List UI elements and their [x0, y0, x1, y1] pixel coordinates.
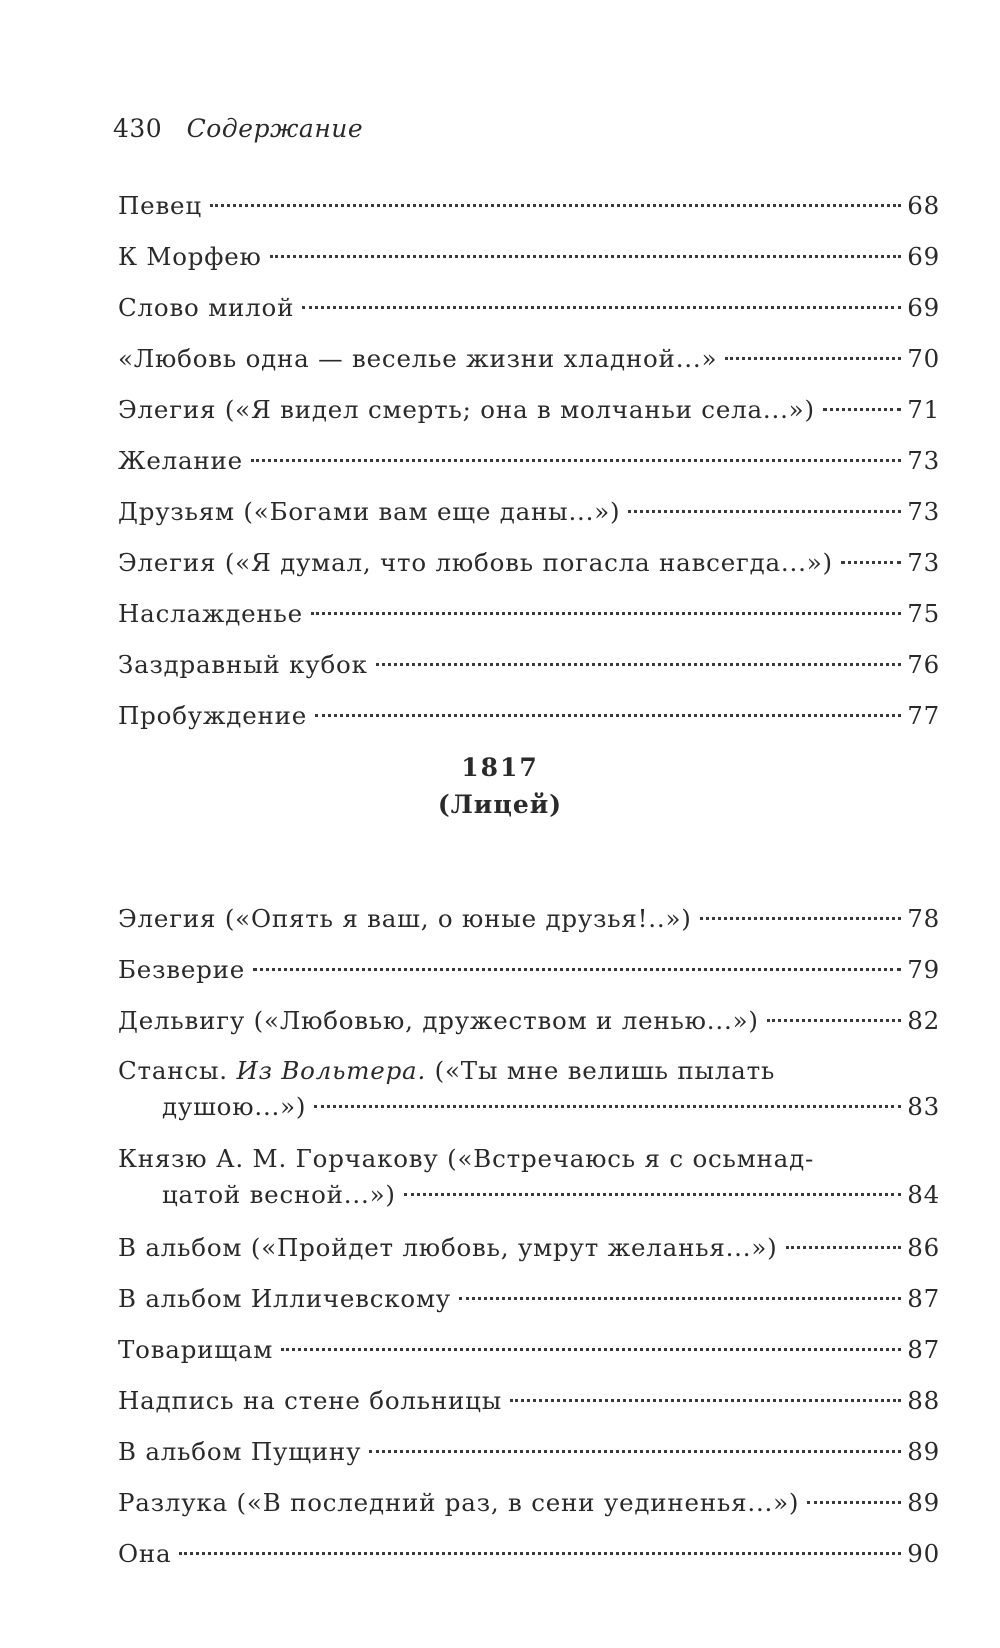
toc-entry-page: 86: [907, 1233, 940, 1262]
toc-entry: [118, 690, 940, 741]
dot-leader: [251, 459, 901, 462]
toc-entry: [118, 333, 940, 384]
running-head-title: Содержание: [186, 114, 364, 143]
toc-entry-title: Разлука («В последний раз, в сени уединенья...»): [118, 1488, 800, 1517]
toc-entry-title: Слово милой: [118, 293, 295, 322]
toc-entry: [118, 639, 940, 690]
toc-entry-page: 88: [907, 1386, 940, 1415]
toc-entry-page: 82: [907, 1006, 940, 1035]
toc-entry-title-prefix: Стансы.: [118, 1056, 237, 1085]
page-number: 430: [113, 114, 163, 143]
toc-entry-page: 87: [907, 1335, 940, 1364]
toc-entry-page: 87: [907, 1284, 940, 1313]
dot-leader: [767, 1019, 902, 1022]
toc-entry-title-line1: Князю А. М. Горчакову («Встречаюсь я с осьмнад-: [118, 1144, 815, 1173]
toc-entry: [118, 180, 940, 231]
section-year-heading: 1817: [461, 753, 539, 782]
toc-entry-multiline: [118, 1046, 940, 1134]
toc-entry-title: Элегия («Я думал, что любовь погасла навсегда...»): [118, 548, 833, 577]
toc-entry-title: Друзьям («Богами вам еще даны...»): [118, 497, 621, 526]
section-place-heading: (Лицей): [437, 790, 563, 819]
toc-entry-page: 75: [907, 599, 940, 628]
toc-entry-title-line1: [118, 1053, 940, 1089]
toc-entry-title: Пробуждение: [118, 701, 308, 730]
toc-list-before: [118, 180, 940, 741]
dot-leader: [270, 255, 902, 258]
toc-entry-title: Товарищам: [118, 1335, 274, 1364]
toc-entry-multiline: [118, 1134, 940, 1222]
toc-entry-title-continuation: душою...»): [162, 1092, 307, 1121]
dot-leader: [376, 663, 902, 666]
dot-leader: [302, 306, 901, 309]
toc-entry: [118, 588, 940, 639]
toc-entry: [118, 1426, 940, 1477]
dot-leader: [807, 1501, 901, 1504]
toc-entry-title: Она: [118, 1539, 172, 1568]
toc-entry-title: В альбом Илличевскому: [118, 1284, 452, 1313]
toc-entry-page: 77: [907, 701, 940, 730]
toc-entry: [118, 1477, 940, 1528]
dot-leader: [315, 714, 901, 717]
toc-entry: [118, 231, 940, 282]
toc-entry: [118, 486, 940, 537]
dot-leader: [700, 917, 902, 920]
toc-entry-title: Надпись на стене больницы: [118, 1386, 502, 1415]
toc-entry-title: Дельвигу («Любовью, дружеством и ленью...»): [118, 1006, 759, 1035]
toc-entry-page: 73: [907, 497, 940, 526]
toc-entry-page: 69: [907, 242, 940, 271]
toc-entry-page: 78: [907, 904, 940, 933]
toc-entry-page: 76: [907, 650, 940, 679]
toc-entry-title-line2: [118, 1177, 940, 1213]
toc-entry-title: Элегия («Я видел смерть; она в молчаньи села...»): [118, 395, 815, 424]
toc-entry: [118, 537, 940, 588]
running-head: [113, 114, 363, 143]
toc-entry-page: 71: [907, 395, 940, 424]
toc-entry: [118, 282, 940, 333]
dot-leader: [314, 1105, 901, 1108]
toc-entry: [118, 384, 940, 435]
toc-entry-title: В альбом («Пройдет любовь, умрут желанья...»): [118, 1233, 778, 1262]
toc-entry-title-continuation: цатой весной...»): [162, 1180, 396, 1209]
toc-entry-page: 84: [907, 1180, 940, 1209]
toc-entry-title: «Любовь одна — веселье жизни хладной...»: [118, 344, 718, 373]
toc-entry: [118, 1324, 940, 1375]
toc-entry-title: Наслажденье: [118, 599, 303, 628]
toc-entry: [118, 1273, 940, 1324]
dot-leader: [253, 968, 901, 971]
toc-entry-title-line2: [118, 1089, 940, 1125]
toc-entry-title: Элегия («Опять я ваш, о юные друзья!..»): [118, 904, 692, 933]
toc-entry-title: Певец: [118, 191, 202, 220]
toc-entry: [118, 435, 940, 486]
toc-entry-title: Заздравный кубок: [118, 650, 368, 679]
toc-entry: [118, 893, 940, 944]
toc-entry: [118, 944, 940, 995]
dot-leader: [786, 1246, 902, 1249]
toc-list-after: [118, 893, 940, 1579]
toc-entry-page: 90: [907, 1539, 940, 1568]
dot-leader: [404, 1193, 902, 1196]
toc-entry-page: 70: [907, 344, 940, 373]
toc-entry: [118, 995, 940, 1046]
toc-entry-page: 68: [907, 191, 940, 220]
dot-leader: [179, 1552, 901, 1555]
toc-entry: [118, 1375, 940, 1426]
dot-leader: [311, 612, 901, 615]
toc-entry-title: Безверие: [118, 955, 246, 984]
toc-entry: [118, 1528, 940, 1579]
toc-entry-title: Желание: [118, 446, 243, 475]
toc-entry-page: 73: [907, 548, 940, 577]
dot-leader: [459, 1297, 901, 1300]
toc-entry-title: В альбом Пущину: [118, 1437, 362, 1466]
toc-entry-page: 89: [907, 1437, 940, 1466]
dot-leader: [281, 1348, 901, 1351]
dot-leader: [725, 357, 901, 360]
toc-entry-title-suffix: («Ты мне велишь пылать: [426, 1056, 776, 1085]
toc-entry-title: К Морфею: [118, 242, 262, 271]
dot-leader: [369, 1450, 901, 1453]
toc-entry-title-italic: Из Вольтера.: [236, 1056, 427, 1085]
dot-leader: [628, 510, 901, 513]
toc-entry-page: 89: [907, 1488, 940, 1517]
dot-leader: [210, 204, 901, 207]
dot-leader: [510, 1399, 901, 1402]
toc-entry-page: 79: [907, 955, 940, 984]
toc-entry-page: 73: [907, 446, 940, 475]
toc-entry: [118, 1222, 940, 1273]
dot-leader: [823, 408, 901, 411]
toc-entry-page: 83: [907, 1092, 940, 1121]
dot-leader: [841, 561, 901, 564]
toc-entry-page: 69: [907, 293, 940, 322]
